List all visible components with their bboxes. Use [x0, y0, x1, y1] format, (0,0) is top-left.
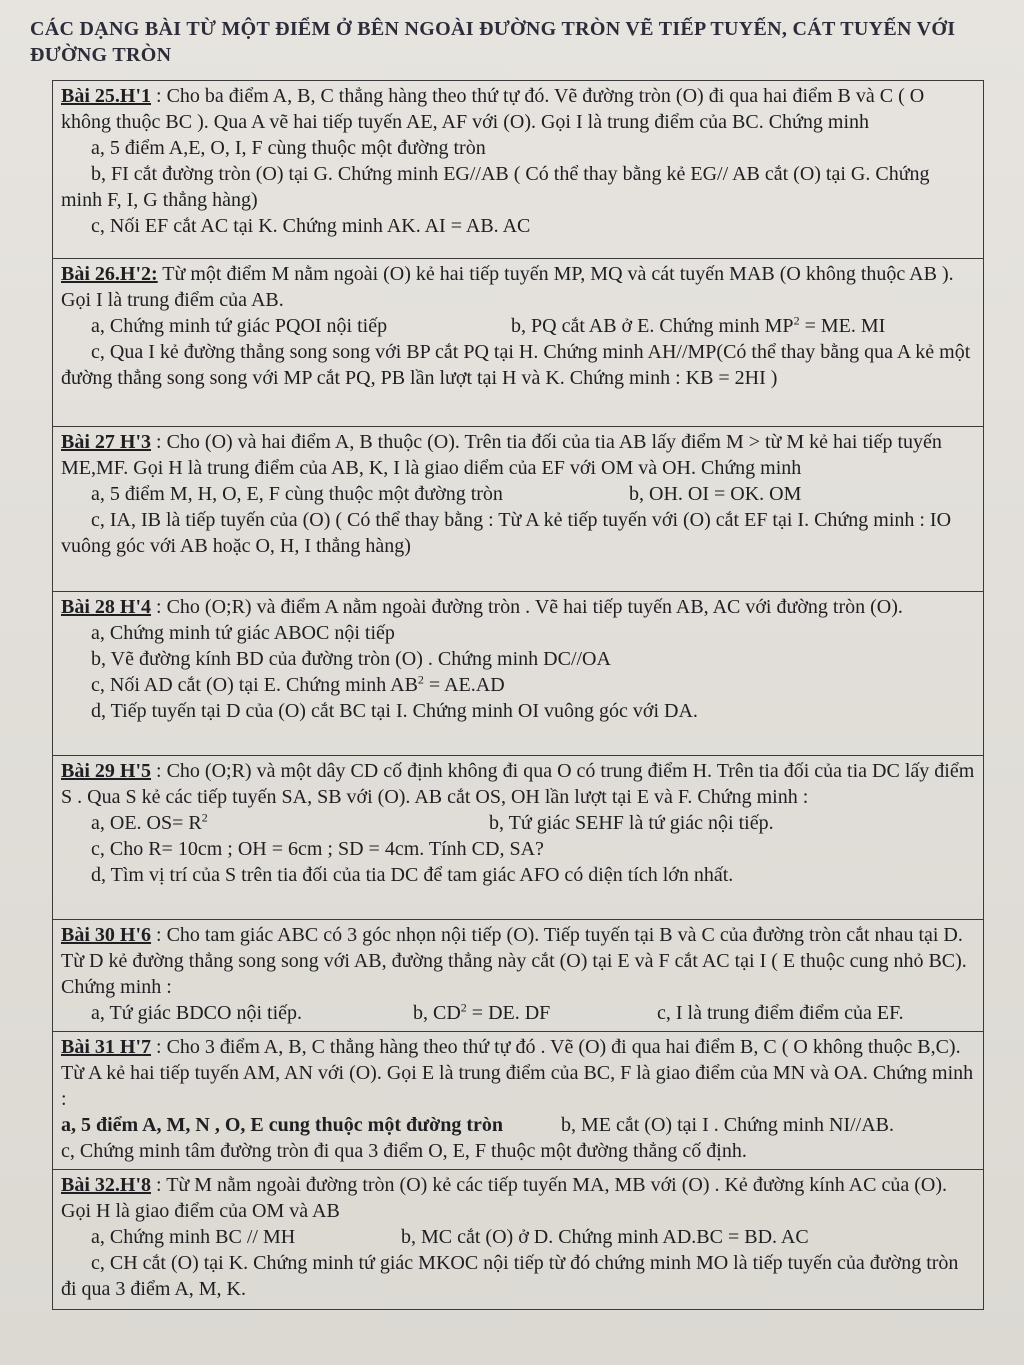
part-b: b, PQ cắt AB ở E. Chứng minh $MP^2$ = ME. MI: [511, 313, 886, 337]
exercise-31: [53, 1031, 983, 1169]
exercise-intro: Bài 31 H'7 : Cho 3 điểm A, B, C thẳng hàng theo thứ tự đó . Vẽ (O) đi qua hai điểm B, C ( O không thuộc B,C). Từ A kẻ hai tiếp tuyến AM, AN với (O). Gọi E là trung điểm của BC, F là giao điểm của MN và OA. Chứng minh :: [61, 1036, 974, 1110]
part-b: b, MC cắt (O) ở D. Chứng minh AD.BC = BD. AC: [401, 1226, 809, 1248]
exercise-26: [53, 258, 983, 426]
part-b: b, $CD^2$ = DE. DF: [413, 1000, 551, 1024]
part-b: b, Tứ giác SEHF là tứ giác nội tiếp.: [489, 812, 774, 834]
part-b: b, OH. OI = OK. OM: [629, 483, 802, 505]
part-b: b, Vẽ đường kính BD của đường tròn (O) . Chứng minh DC//OA: [91, 648, 611, 670]
exercise-intro: Bài 32.H'8 : Từ M nằm ngoài đường tròn (O) kẻ các tiếp tuyến MA, MB với (O) . Kẻ đường kính AC của (O). Gọi H là giao điểm của OM và AB: [61, 1174, 947, 1222]
exercise-32: [53, 1169, 983, 1309]
part-a: a, 5 điểm M, H, O, E, F cùng thuộc một đường tròn: [91, 483, 503, 505]
exercise-intro: Bài 27 H'3 : Cho (O) và hai điểm A, B thuộc (O). Trên tia đối của tia AB lấy điểm M > từ M kẻ hai tiếp tuyến ME,MF. Gọi H là trung điểm của AB, K, I là giao diểm của EF với OM và OH. Chứng minh: [61, 431, 942, 479]
part-d: d, Tìm vị trí của S trên tia đối của tia DC để tam giác AFO có diện tích lớn nhất.: [91, 864, 734, 886]
exercise-intro: Bài 30 H'6 : Cho tam giác ABC có 3 góc nhọn nội tiếp (O). Tiếp tuyến tại B và C của đường tròn cắt nhau tại D. Từ D kẻ đường thẳng song song với AB, đường thẳng này cắt (O) tại E và F cắt AC tại I ( E thuộc cung nhỏ BC). Chứng minh :: [61, 924, 967, 998]
part-ab-row: [61, 1224, 975, 1250]
exercise-heading: Bài 28 H'4: [61, 596, 152, 618]
part-a: a, Chứng minh tứ giác PQOI nội tiếp: [91, 315, 388, 337]
exercise-heading: Bài 32.H'8: [61, 1174, 152, 1196]
exercise-heading: Bài 31 H'7: [61, 1036, 152, 1058]
part-ab-row: [61, 1112, 975, 1138]
part-c: c, Qua I kẻ đường thẳng song song với BP cắt PQ tại H. Chứng minh AH//MP(Có thể thay bằng qua A kẻ một đường thẳng song song với MP cắt PQ, PB lần lượt tại H và K. Chứng minh : KB = 2HI ): [61, 341, 971, 389]
part-c: c, Nối AD cắt (O) tại E. Chứng minh $AB^2 = AE.AD$: [91, 672, 505, 696]
exercise-heading: Bài 26.H'2:: [61, 263, 158, 285]
part-c: c, Chứng minh tâm đường tròn đi qua 3 điểm O, E, F thuộc một đường thẳng cố định.: [61, 1140, 747, 1162]
part-a: a, 5 điểm A,E, O, I, F cùng thuộc một đường tròn: [91, 137, 486, 159]
part-a: a, Chứng minh BC // MH: [91, 1226, 296, 1248]
exercise-heading: Bài 27 H'3: [61, 431, 152, 453]
part-d: d, Tiếp tuyến tại D của (O) cắt BC tại I. Chứng minh OI vuông góc với DA.: [91, 700, 698, 722]
part-b: b, ME cắt (O) tại I . Chứng minh NI//AB.: [561, 1114, 895, 1136]
exercise-heading: Bài 29 H'5: [61, 760, 152, 782]
exercise-29: [53, 755, 983, 919]
exercise-28: [53, 591, 983, 755]
part-ab-row: [61, 313, 975, 339]
exercise-30: [53, 919, 983, 1031]
part-a: a, OE. $OS= R^2$: [91, 810, 208, 834]
part-a: a, Tứ giác BDCO nội tiếp.: [91, 1002, 302, 1024]
exercise-heading: Bài 30 H'6: [61, 924, 152, 946]
exercise-heading: Bài 25.H'1: [61, 85, 152, 107]
part-c: c, I là trung điểm điểm của EF.: [657, 1002, 904, 1024]
exercise-intro: Bài 28 H'4 : Cho (O;R) và điểm A nằm ngoài đường tròn . Vẽ hai tiếp tuyến AB, AC với đường tròn (O).: [61, 596, 903, 618]
page-title: CÁC DẠNG BÀI TỪ MỘT ĐIỂM Ở BÊN NGOÀI ĐƯỜNG TRÒN VẼ TIẾP TUYẾN, CÁT TUYẾN VỚI ĐƯỜNG TRÒN: [30, 18, 956, 66]
part-c: c, IA, IB là tiếp tuyến của (O) ( Có thể thay bằng : Từ A kẻ tiếp tuyến với (O) cắt EF tại I. Chứng minh : IO vuông góc với AB hoặc O, H, I thẳng hàng): [61, 509, 952, 557]
exercise-table: [52, 80, 984, 1310]
exercise-intro: Bài 26.H'2: Từ một điểm M nằm ngoài (O) kẻ hai tiếp tuyến MP, MQ và cát tuyến MAB (O không thuộc AB ). Gọi I là trung điểm của AB.: [61, 263, 954, 311]
exercise-intro: Bài 29 H'5 : Cho (O;R) và một dây CD cố định không đi qua O có trung điểm H. Trên tia đối của tia DC lấy điểm S . Qua S kẻ các tiếp tuyến SA, SB với (O). AB cắt OS, OH lần lượt tại E và F. Chứng minh :: [61, 760, 975, 808]
part-ab-row: [61, 810, 975, 836]
exercise-27: [53, 426, 983, 591]
part-c: c, Nối EF cắt AC tại K. Chứng minh AK. AI = AB. AC: [91, 215, 531, 237]
part-a: a, 5 điểm A, M, N , O, E cung thuộc một đường tròn: [61, 1114, 503, 1136]
part-ab-row: [61, 481, 975, 507]
part-a: a, Chứng minh tứ giác ABOC nội tiếp: [91, 622, 395, 644]
exercise-25: [53, 81, 983, 258]
part-c: c, Cho R= 10cm ; OH = 6cm ; SD = 4cm. Tính CD, SA?: [91, 838, 544, 860]
part-c: c, CH cắt (O) tại K. Chứng minh tứ giác MKOC nội tiếp từ đó chứng minh MO là tiếp tuyến của đường tròn đi qua 3 điểm A, M, K.: [61, 1252, 959, 1300]
exercise-intro: Bài 25.H'1 : Cho ba điểm A, B, C thẳng hàng theo thứ tự đó. Vẽ đường tròn (O) đi qua hai điểm B và C ( O không thuộc BC ). Qua A vẽ hai tiếp tuyến AE, AF với (O). Gọi I là trung điểm của BC. Chứng minh: [61, 85, 925, 133]
part-abc-row: [61, 1000, 975, 1026]
part-b: b, FI cắt đường tròn (O) tại G. Chứng minh EG//AB ( Có thể thay bằng kẻ EG// AB cắt (O) tại G. Chứng minh F, I, G thẳng hàng): [61, 163, 930, 211]
